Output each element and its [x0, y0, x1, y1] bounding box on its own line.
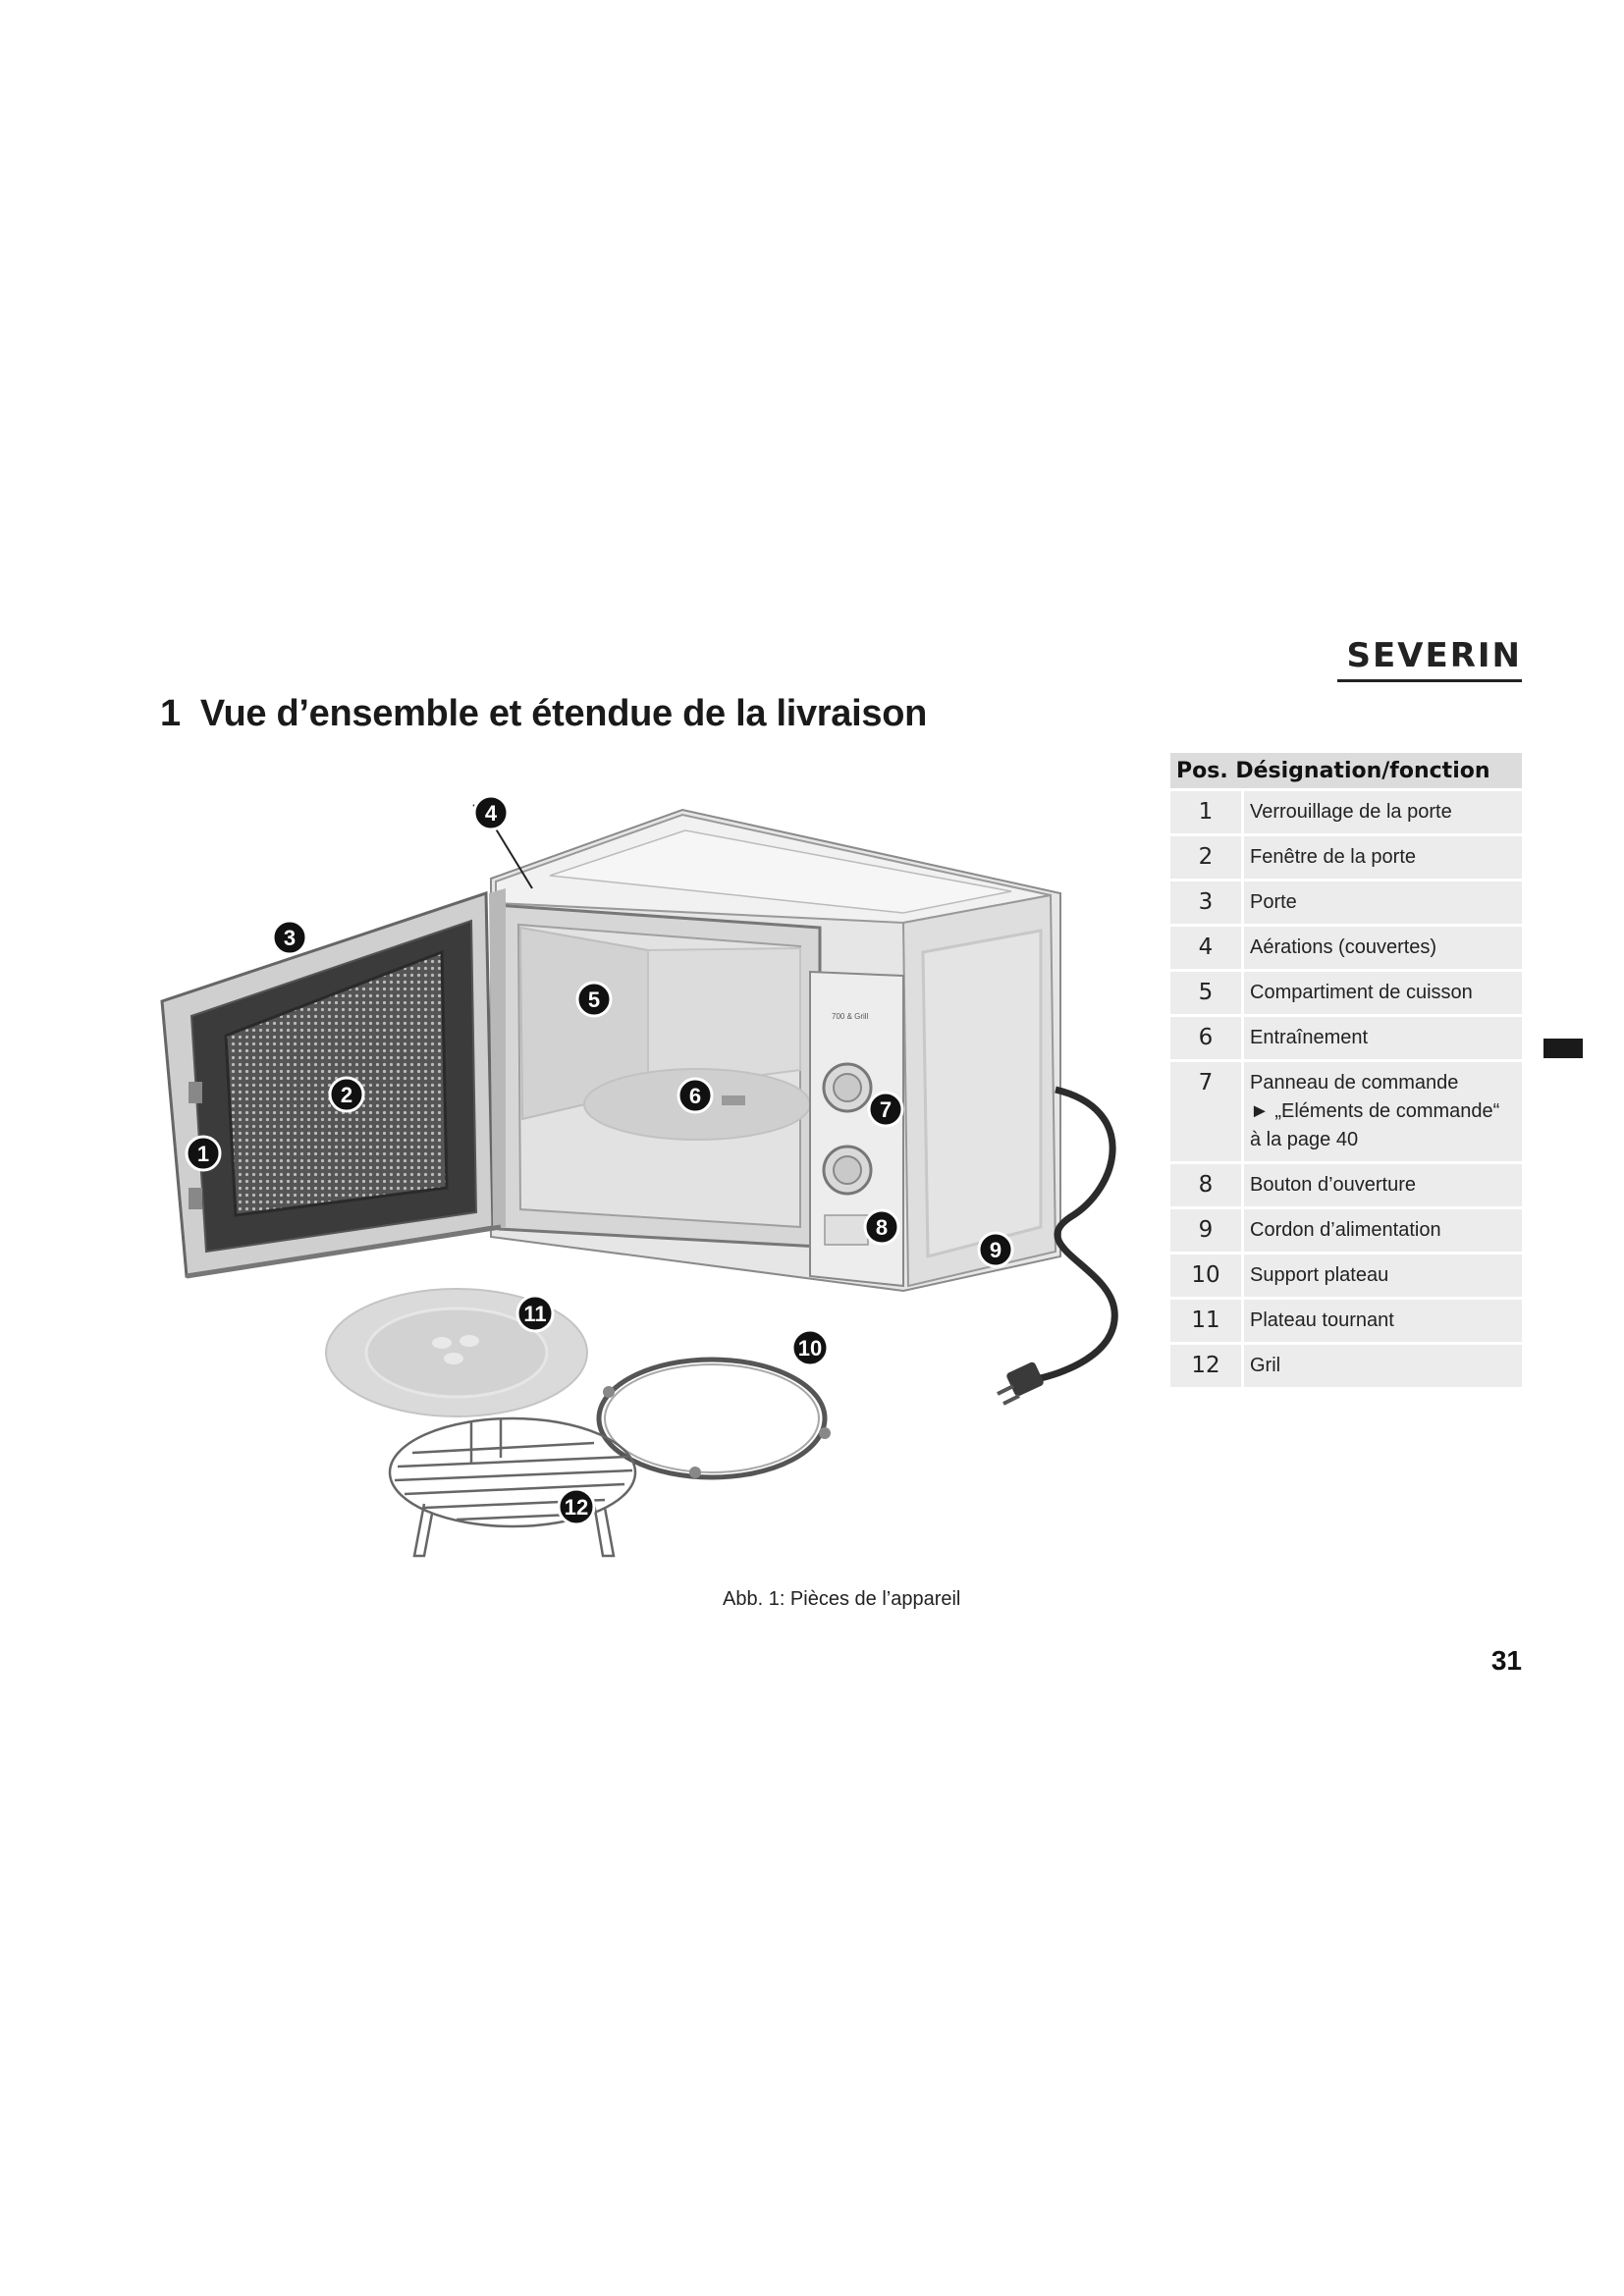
cross-reference-link[interactable]: ► „Eléments de commande“	[1250, 1100, 1500, 1122]
row-label: Plateau tournant	[1244, 1300, 1522, 1342]
row-label: Cordon d’alimentation	[1244, 1209, 1522, 1252]
row-pos: 9	[1170, 1209, 1244, 1252]
row-label: Panneau de commande	[1250, 1072, 1459, 1094]
table-row	[1170, 1017, 1522, 1059]
row-pos: 6	[1170, 1017, 1244, 1059]
page-number: 31	[1490, 1645, 1522, 1676]
svg-text:6: 6	[688, 1084, 702, 1108]
marker-6	[678, 1079, 712, 1112]
row-pos: 2	[1170, 836, 1244, 879]
svg-text:10: 10	[797, 1336, 823, 1361]
row-pos: 3	[1170, 881, 1244, 924]
row-pos: 8	[1170, 1164, 1244, 1206]
table-row	[1170, 972, 1522, 1014]
parts-table-header: Pos. Désignation/fonction	[1170, 753, 1522, 788]
section-number: 1	[160, 693, 181, 734]
marker-10	[792, 1330, 828, 1365]
table-row	[1170, 881, 1522, 924]
row-label: Entraînement	[1244, 1017, 1522, 1059]
svg-text:3: 3	[283, 926, 297, 950]
table-row	[1170, 836, 1522, 879]
row-pos: 11	[1170, 1300, 1244, 1342]
row-pos: 12	[1170, 1345, 1244, 1387]
table-row	[1170, 1345, 1522, 1387]
table-row	[1170, 1255, 1522, 1297]
marker-11	[517, 1296, 553, 1331]
row-pos: 7	[1170, 1062, 1244, 1161]
row-label: Porte	[1244, 881, 1522, 924]
row-label: Aérations (couvertes)	[1244, 927, 1522, 969]
row-pos: 1	[1170, 791, 1244, 833]
row-label: Gril	[1244, 1345, 1522, 1387]
svg-text:4: 4	[484, 801, 498, 826]
svg-text:5: 5	[587, 988, 601, 1012]
turntable-support-ring	[599, 1360, 831, 1478]
svg-text:1: 1	[196, 1142, 210, 1166]
parts-table-header-row	[1170, 753, 1522, 788]
row-label: Verrouillage de la porte	[1244, 791, 1522, 833]
microwave-body	[491, 810, 1060, 1291]
row-label-multiline	[1244, 1062, 1522, 1161]
row-label: Fenêtre de la porte	[1244, 836, 1522, 879]
table-row	[1170, 791, 1522, 833]
table-row	[1170, 927, 1522, 969]
row-label: Support plateau	[1244, 1255, 1522, 1297]
row-pos: 4	[1170, 927, 1244, 969]
marker-3	[273, 921, 306, 954]
table-row	[1170, 1209, 1522, 1252]
section-title: Vue d’ensemble et étendue de la livraison	[199, 693, 928, 734]
section-heading	[160, 693, 927, 735]
table-row	[1170, 1062, 1522, 1161]
marker-4	[474, 796, 508, 829]
svg-text:9: 9	[989, 1238, 1002, 1262]
row-label: Compartiment de cuisson	[1244, 972, 1522, 1014]
marker-7	[869, 1093, 902, 1126]
table-row	[1170, 1300, 1522, 1342]
parts-table	[1170, 750, 1522, 1390]
table-row	[1170, 1164, 1522, 1206]
row-pos: 10	[1170, 1255, 1244, 1297]
marker-5	[577, 983, 611, 1016]
marker-8	[865, 1210, 898, 1244]
svg-text:11: 11	[523, 1302, 547, 1326]
appliance-parts-figure	[147, 766, 1178, 1571]
cross-reference-page: à la page 40	[1250, 1129, 1359, 1150]
marker-2	[330, 1078, 363, 1111]
row-label: Bouton d’ouverture	[1244, 1164, 1522, 1206]
row-pos: 5	[1170, 972, 1244, 1014]
svg-text:2: 2	[340, 1083, 353, 1107]
brand-underline	[1337, 679, 1522, 682]
svg-text:7: 7	[879, 1097, 893, 1122]
brand-logo: SEVERIN	[1346, 636, 1522, 675]
figure-caption: Abb. 1: Pièces de l’appareil	[723, 1588, 961, 1610]
marker-12	[559, 1489, 594, 1524]
language-tab-marker	[1543, 1039, 1583, 1058]
marker-1	[187, 1137, 220, 1170]
marker-9	[979, 1233, 1012, 1266]
grill-rack	[390, 1418, 635, 1556]
svg-text:12: 12	[564, 1495, 589, 1520]
svg-text:8: 8	[875, 1215, 889, 1240]
panel-label: 700 & Grill	[832, 1012, 869, 1021]
